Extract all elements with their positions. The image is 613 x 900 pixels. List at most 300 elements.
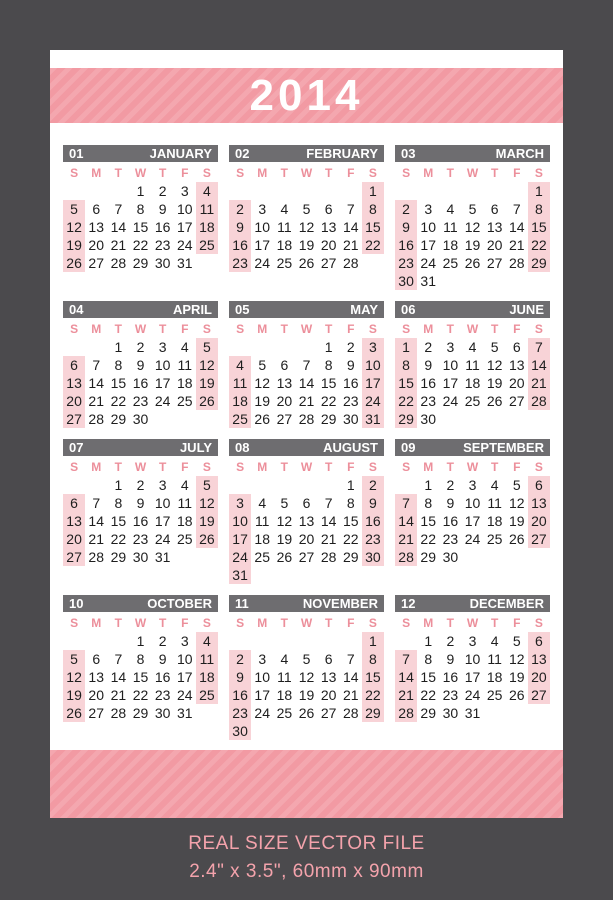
day-grid <box>229 320 384 428</box>
day-cell: 24 <box>154 531 171 547</box>
month-header <box>229 595 384 612</box>
month-header <box>229 439 384 456</box>
weekday-label: M <box>91 166 102 180</box>
weekend-day: 11 <box>229 374 251 392</box>
day-cell: 19 <box>508 669 525 685</box>
weekend-day: 28 <box>395 704 417 722</box>
empty-cell <box>229 182 251 200</box>
day-cell: 5 <box>512 633 521 649</box>
day-cell: 31 <box>176 255 193 271</box>
month-name: NOVEMBER <box>302 596 378 611</box>
weekday-label: W <box>134 460 147 474</box>
weekend-day: 15 <box>528 218 550 236</box>
day-cell: 21 <box>110 687 127 703</box>
month-name: FEBRUARY <box>306 146 378 161</box>
day-cell: 30 <box>442 549 459 565</box>
weekend-day: 29 <box>362 704 384 722</box>
day-cell: 1 <box>136 633 145 649</box>
day-cell: 14 <box>342 219 359 235</box>
day-cell: 7 <box>302 357 311 373</box>
weekday-label: W <box>466 166 479 180</box>
day-cell: 27 <box>486 255 503 271</box>
day-cell: 26 <box>508 531 525 547</box>
day-cell: 3 <box>180 633 189 649</box>
empty-cell <box>273 632 295 650</box>
day-cell: 26 <box>486 393 503 409</box>
day-cell: 12 <box>486 357 503 373</box>
day-cell: 3 <box>180 183 189 199</box>
day-cell: 6 <box>324 201 333 217</box>
weekday-label: T <box>490 460 499 474</box>
day-cell: 19 <box>508 513 525 529</box>
day-cell: 12 <box>508 651 525 667</box>
footer-line-2: 2.4" x 3.5", 60mm x 90mm <box>189 861 424 882</box>
weekday-label: S <box>202 166 211 180</box>
day-cell: 14 <box>110 219 127 235</box>
weekday-label: T <box>114 616 123 630</box>
day-cell: 25 <box>442 255 459 271</box>
weekday-label: T <box>158 166 167 180</box>
weekend-day: 26 <box>63 254 85 272</box>
day-cell: 22 <box>132 687 149 703</box>
day-cell: 4 <box>280 201 289 217</box>
weekday-label: W <box>300 616 313 630</box>
day-cell: 13 <box>508 357 525 373</box>
weekday-label: S <box>236 166 245 180</box>
empty-cell <box>107 632 129 650</box>
day-cell: 3 <box>158 339 167 355</box>
weekend-day: 21 <box>528 374 550 392</box>
day-cell: 28 <box>88 549 104 565</box>
day-cell: 6 <box>92 651 101 667</box>
month-february <box>229 145 384 272</box>
weekend-day: 20 <box>63 392 85 410</box>
day-cell: 18 <box>486 513 503 529</box>
empty-cell <box>273 476 295 494</box>
day-cell: 18 <box>254 531 270 547</box>
empty-cell <box>85 632 107 650</box>
day-cell: 20 <box>320 687 337 703</box>
empty-cell <box>295 632 317 650</box>
day-cell: 18 <box>486 669 503 685</box>
month-header <box>229 301 384 318</box>
month-header <box>63 439 218 456</box>
empty-cell <box>251 632 273 650</box>
weekday-label: T <box>158 616 167 630</box>
weekend-day: 22 <box>362 236 384 254</box>
weekday-label: F <box>347 616 355 630</box>
day-cell: 23 <box>132 393 149 409</box>
empty-cell <box>85 338 107 356</box>
weekend-day: 4 <box>196 182 218 200</box>
empty-cell <box>251 182 273 200</box>
day-cell: 2 <box>136 477 145 493</box>
day-cell: 2 <box>424 339 433 355</box>
weekend-day: 12 <box>196 494 218 512</box>
weekday-label: F <box>181 616 189 630</box>
day-cell: 30 <box>442 705 459 721</box>
empty-cell <box>506 182 528 200</box>
day-cell: 8 <box>324 357 333 373</box>
day-cell: 25 <box>486 531 503 547</box>
month-header <box>395 145 550 162</box>
day-cell: 25 <box>176 393 193 409</box>
weekend-day: 28 <box>395 548 417 566</box>
weekend-day: 25 <box>196 236 218 254</box>
day-cell: 31 <box>176 705 193 721</box>
weekend-day: 22 <box>528 236 550 254</box>
weekend-day: 8 <box>362 650 384 668</box>
day-cell: 7 <box>114 201 123 217</box>
year-title: 2014 <box>249 71 364 120</box>
day-cell: 6 <box>324 651 333 667</box>
weekday-label: S <box>236 322 245 336</box>
weekday-label: T <box>324 460 333 474</box>
month-header <box>395 301 550 318</box>
month-name: JULY <box>179 440 212 455</box>
day-cell: 16 <box>442 513 459 529</box>
day-cell: 13 <box>298 513 315 529</box>
month-number: 08 <box>235 440 250 455</box>
month-number: 03 <box>401 146 416 161</box>
day-cell: 1 <box>114 339 123 355</box>
day-cell: 10 <box>442 357 459 373</box>
day-cell: 7 <box>92 357 101 373</box>
weekend-day: 5 <box>196 338 218 356</box>
day-cell: 4 <box>490 477 499 493</box>
weekend-day: 27 <box>63 410 85 428</box>
day-cell: 2 <box>136 339 145 355</box>
weekday-label: W <box>466 460 479 474</box>
weekday-label: S <box>70 616 79 630</box>
day-cell: 27 <box>276 411 293 427</box>
day-cell: 22 <box>320 393 337 409</box>
weekend-day: 23 <box>229 254 251 272</box>
day-cell: 15 <box>320 375 337 391</box>
day-cell: 28 <box>342 705 359 721</box>
day-cell: 12 <box>276 513 293 529</box>
month-number: 07 <box>69 440 84 455</box>
day-cell: 22 <box>420 687 436 703</box>
weekend-day: 30 <box>362 548 384 566</box>
day-cell: 20 <box>88 237 104 253</box>
empty-cell <box>395 476 417 494</box>
weekend-day: 8 <box>528 200 550 218</box>
day-cell: 10 <box>254 219 270 235</box>
day-cell: 5 <box>302 201 311 217</box>
day-cell: 22 <box>110 393 127 409</box>
empty-cell <box>340 182 362 200</box>
weekday-label: T <box>490 166 499 180</box>
empty-cell <box>439 182 461 200</box>
weekday-label: S <box>202 616 211 630</box>
day-cell: 9 <box>136 495 145 511</box>
month-december <box>395 595 550 722</box>
day-cell: 25 <box>254 549 270 565</box>
weekend-day: 9 <box>229 668 251 686</box>
day-cell: 16 <box>342 375 359 391</box>
weekend-day: 22 <box>395 392 417 410</box>
day-cell: 2 <box>446 633 455 649</box>
day-cell: 9 <box>158 201 167 217</box>
weekend-day: 14 <box>528 356 550 374</box>
day-grid <box>229 614 384 740</box>
month-march <box>395 145 550 290</box>
weekend-day: 26 <box>63 704 85 722</box>
day-cell: 7 <box>512 201 521 217</box>
day-cell: 18 <box>276 687 293 703</box>
month-may <box>229 301 384 428</box>
weekday-label: F <box>347 460 355 474</box>
day-cell: 17 <box>176 219 193 235</box>
day-cell: 6 <box>512 339 521 355</box>
weekday-label: T <box>158 460 167 474</box>
weekday-label: M <box>257 616 268 630</box>
day-cell: 12 <box>298 669 315 685</box>
day-cell: 13 <box>276 375 293 391</box>
day-cell: 18 <box>464 375 481 391</box>
weekday-label: M <box>423 460 434 474</box>
weekday-label: M <box>91 616 102 630</box>
day-cell: 10 <box>176 201 193 217</box>
weekend-day: 7 <box>395 650 417 668</box>
day-cell: 7 <box>346 201 355 217</box>
day-grid <box>395 320 550 428</box>
day-cell: 1 <box>346 477 355 493</box>
empty-cell <box>63 476 85 494</box>
empty-cell <box>318 182 340 200</box>
weekend-day: 8 <box>395 356 417 374</box>
weekend-day: 15 <box>362 218 384 236</box>
day-cell: 23 <box>154 687 171 703</box>
empty-cell <box>85 476 107 494</box>
day-cell: 4 <box>490 633 499 649</box>
empty-cell <box>417 182 439 200</box>
day-cell: 4 <box>180 477 189 493</box>
month-header <box>395 439 550 456</box>
weekend-day: 8 <box>362 200 384 218</box>
weekend-day: 29 <box>395 410 417 428</box>
weekend-day: 23 <box>395 254 417 272</box>
weekend-day: 1 <box>395 338 417 356</box>
day-cell: 29 <box>320 411 337 427</box>
day-cell: 16 <box>132 375 149 391</box>
day-cell: 26 <box>298 705 315 721</box>
day-cell: 19 <box>254 393 270 409</box>
weekday-label: F <box>513 166 521 180</box>
empty-cell <box>63 632 85 650</box>
day-cell: 11 <box>443 219 458 235</box>
weekday-label: S <box>368 616 377 630</box>
weekday-label: S <box>368 460 377 474</box>
weekend-day: 19 <box>196 374 218 392</box>
weekend-day: 5 <box>63 200 85 218</box>
weekday-label: W <box>466 322 479 336</box>
day-cell: 14 <box>110 669 127 685</box>
weekday-label: M <box>423 322 434 336</box>
weekday-label: W <box>134 322 147 336</box>
day-cell: 30 <box>154 705 171 721</box>
day-cell: 3 <box>258 651 267 667</box>
weekday-label: F <box>513 322 521 336</box>
weekend-day: 11 <box>196 200 218 218</box>
day-cell: 12 <box>298 219 315 235</box>
day-cell: 20 <box>88 687 104 703</box>
month-name: JANUARY <box>149 146 212 161</box>
day-cell: 4 <box>180 339 189 355</box>
day-cell: 30 <box>154 255 171 271</box>
weekend-day: 27 <box>528 530 550 548</box>
day-cell: 29 <box>420 705 436 721</box>
weekday-label: F <box>181 322 189 336</box>
empty-cell <box>484 182 506 200</box>
day-cell: 21 <box>320 531 337 547</box>
empty-cell <box>273 338 295 356</box>
weekday-label: W <box>300 322 313 336</box>
weekend-day: 6 <box>528 632 550 650</box>
day-cell: 10 <box>154 357 171 373</box>
day-cell: 30 <box>420 411 436 427</box>
day-cell: 14 <box>508 219 525 235</box>
day-cell: 5 <box>258 357 267 373</box>
weekend-day: 6 <box>63 356 85 374</box>
weekday-label: T <box>324 166 333 180</box>
day-cell: 24 <box>176 687 193 703</box>
weekend-day: 18 <box>196 668 218 686</box>
day-cell: 24 <box>154 393 171 409</box>
empty-cell <box>107 182 129 200</box>
weekend-day: 21 <box>395 530 417 548</box>
weekend-day: 6 <box>63 494 85 512</box>
weekday-label: T <box>114 322 123 336</box>
day-cell: 8 <box>346 495 355 511</box>
day-cell: 4 <box>280 651 289 667</box>
month-name: AUGUST <box>323 440 378 455</box>
weekend-day: 16 <box>229 686 251 704</box>
month-name: MARCH <box>495 146 544 161</box>
day-cell: 17 <box>464 513 481 529</box>
weekend-day: 13 <box>63 374 85 392</box>
month-august <box>229 439 384 584</box>
day-cell: 5 <box>468 201 477 217</box>
day-cell: 1 <box>114 477 123 493</box>
day-cell: 28 <box>88 411 104 427</box>
day-cell: 27 <box>88 255 104 271</box>
day-cell: 31 <box>464 705 481 721</box>
weekday-label: S <box>202 460 211 474</box>
month-header <box>63 595 218 612</box>
day-cell: 16 <box>420 375 436 391</box>
weekend-day: 14 <box>395 512 417 530</box>
day-cell: 17 <box>464 669 481 685</box>
month-number: 09 <box>401 440 416 455</box>
day-cell: 19 <box>464 237 481 253</box>
weekday-label: T <box>158 322 167 336</box>
day-cell: 13 <box>320 669 337 685</box>
day-cell: 27 <box>298 549 315 565</box>
day-cell: 1 <box>424 477 433 493</box>
weekday-label: T <box>114 166 123 180</box>
weekday-label: S <box>402 616 411 630</box>
weekday-label: T <box>280 322 289 336</box>
weekend-day: 19 <box>63 236 85 254</box>
month-june <box>395 301 550 428</box>
month-name: APRIL <box>173 302 212 317</box>
weekday-label: S <box>534 166 543 180</box>
day-cell: 23 <box>132 531 149 547</box>
month-header <box>63 301 218 318</box>
weekend-day: 16 <box>362 512 384 530</box>
day-cell: 8 <box>136 201 145 217</box>
weekday-label: T <box>490 616 499 630</box>
day-cell: 1 <box>324 339 333 355</box>
weekend-day: 15 <box>362 668 384 686</box>
empty-cell <box>318 476 340 494</box>
weekday-label: S <box>236 616 245 630</box>
month-number: 10 <box>69 596 84 611</box>
month-number: 04 <box>69 302 84 317</box>
day-cell: 3 <box>468 633 477 649</box>
weekend-day: 3 <box>229 494 251 512</box>
day-cell: 17 <box>154 513 171 529</box>
day-cell: 29 <box>110 549 127 565</box>
weekend-day: 26 <box>196 392 218 410</box>
calendar-card <box>50 50 563 818</box>
day-cell: 15 <box>110 513 127 529</box>
weekend-day: 31 <box>362 410 384 428</box>
day-cell: 25 <box>176 531 193 547</box>
day-cell: 11 <box>277 219 292 235</box>
day-cell: 16 <box>442 669 459 685</box>
day-cell: 6 <box>280 357 289 373</box>
day-cell: 24 <box>420 255 436 271</box>
empty-cell <box>63 182 85 200</box>
day-cell: 14 <box>88 375 104 391</box>
day-cell: 9 <box>136 357 145 373</box>
month-october <box>63 595 218 722</box>
weekday-label: S <box>70 460 79 474</box>
day-cell: 9 <box>346 357 355 373</box>
day-cell: 23 <box>342 393 359 409</box>
weekday-label: T <box>490 322 499 336</box>
weekend-day: 4 <box>196 632 218 650</box>
weekday-label: T <box>280 616 289 630</box>
weekend-day: 12 <box>196 356 218 374</box>
month-january <box>63 145 218 272</box>
weekday-label: S <box>534 322 543 336</box>
weekend-day: 30 <box>395 272 417 290</box>
day-grid <box>395 164 550 290</box>
empty-cell <box>395 182 417 200</box>
day-cell: 13 <box>486 219 503 235</box>
day-cell: 19 <box>486 375 503 391</box>
weekend-day: 9 <box>229 218 251 236</box>
month-header <box>63 145 218 162</box>
weekend-day: 29 <box>528 254 550 272</box>
day-cell: 26 <box>298 255 315 271</box>
day-cell: 25 <box>486 687 503 703</box>
weekday-label: F <box>513 460 521 474</box>
day-cell: 10 <box>254 669 270 685</box>
weekend-day: 15 <box>395 374 417 392</box>
weekend-day: 24 <box>229 548 251 566</box>
empty-cell <box>395 632 417 650</box>
day-cell: 16 <box>154 669 171 685</box>
day-cell: 8 <box>424 495 433 511</box>
day-cell: 12 <box>464 219 481 235</box>
weekend-day: 13 <box>528 494 550 512</box>
weekday-label: S <box>70 322 79 336</box>
